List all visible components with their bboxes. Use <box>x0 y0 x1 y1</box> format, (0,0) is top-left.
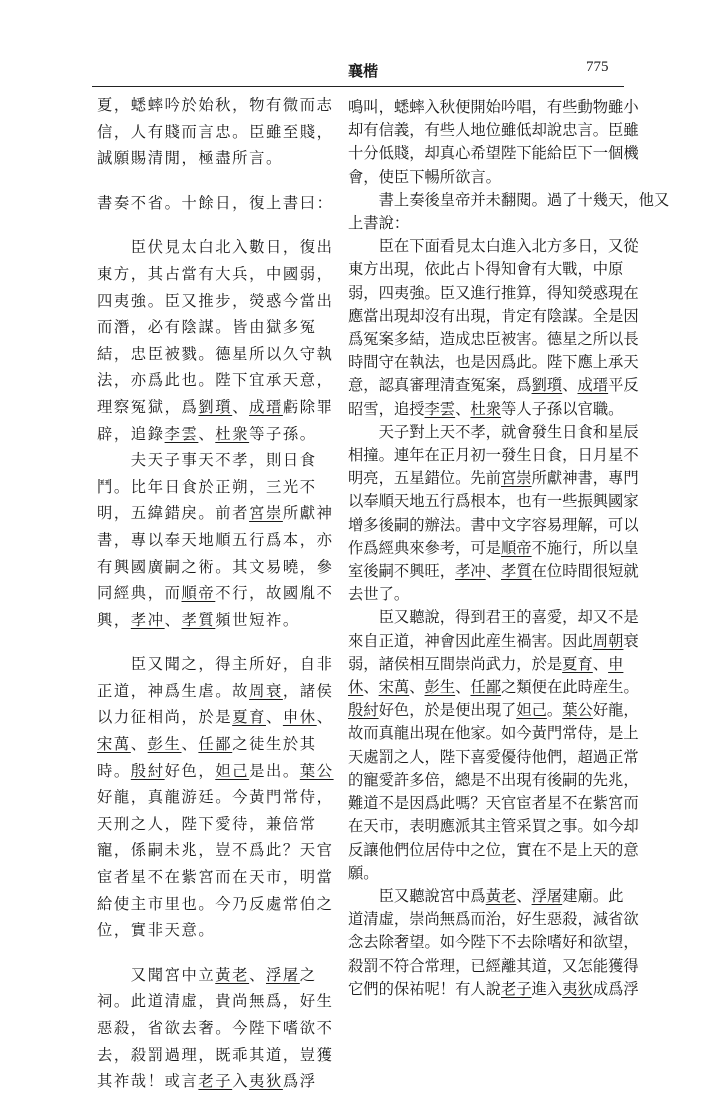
text-segment: 爲冤案多結，造成忠臣被害。德星之所以長 <box>348 330 639 349</box>
text-line <box>97 288 334 315</box>
text-line <box>348 444 639 467</box>
text-segment: ，諸侯 <box>282 681 334 700</box>
proper-name: 李雲 <box>164 424 199 443</box>
text-line <box>97 704 334 731</box>
text-segment: 、 <box>232 397 250 416</box>
text-line <box>348 258 630 281</box>
text-segment: 臣又聞之，得主所好，自非 <box>97 655 334 674</box>
text-segment: 、 <box>592 654 609 673</box>
text-segment: 殺罰不符合常理，已經離其道，又怎能獲得 <box>348 956 639 975</box>
text-line <box>97 864 334 891</box>
proper-name: 殷紂 <box>348 701 379 720</box>
text-segment: 好色，於是便出現了 <box>378 701 517 720</box>
proper-name: 順帝 <box>181 584 216 603</box>
text-line <box>348 676 639 699</box>
text-line <box>97 962 319 989</box>
text-segment: 正道，神爲生虐。故 <box>97 681 250 700</box>
text-segment: 臣又聽說，得到君王的喜愛，却又不是 <box>348 608 639 627</box>
proper-name: 葉公 <box>299 761 334 780</box>
text-segment: 東方，其占當有大兵，中國弱， <box>97 264 334 283</box>
proper-name: 任鄙 <box>198 735 233 754</box>
text-segment: 天處罰之人，陛下喜愛優待他們，超過正常 <box>348 747 639 766</box>
text-segment: 弱，四夷強。臣又進行推算，得知熒惑現在 <box>348 283 639 302</box>
text-segment: 臣在下面看見太白進入北方多日，又從 <box>348 237 639 256</box>
text-segment: 位，實非天意。 <box>97 921 216 940</box>
text-line <box>97 758 334 785</box>
text-segment: 好龍，真龍游廷。今黃門常侍， <box>97 788 334 807</box>
text-line <box>97 580 334 607</box>
text-line <box>97 367 334 394</box>
text-line <box>348 931 639 954</box>
proper-name: 宮崇 <box>500 469 532 488</box>
text-segment: 、 <box>363 678 379 697</box>
modern-translation-column <box>348 96 670 1001</box>
text-line <box>348 839 639 862</box>
proper-name: 夏育 <box>232 708 266 727</box>
proper-name: 夷狄 <box>249 1072 283 1091</box>
text-segment: 時間守在執法，也是因爲此。陛下應上承天 <box>348 353 639 372</box>
text-line <box>348 212 630 235</box>
text-line <box>348 328 639 351</box>
proper-name: 孝質 <box>181 610 216 629</box>
text-segment: 東方出現，依此占卜得知會有大戰，中原 <box>348 260 624 279</box>
proper-name: 孝冲 <box>130 610 165 629</box>
proper-name: 申 <box>608 654 624 673</box>
text-segment: 道清虛，崇尚無爲而治，好生惡殺，減省欲 <box>348 910 639 929</box>
text-line <box>97 421 319 448</box>
text-segment: 作爲經典來參考，可是 <box>348 538 501 557</box>
text-line <box>348 885 630 908</box>
text-line <box>348 815 639 838</box>
text-segment: 、 <box>265 708 283 727</box>
text-segment: 入 <box>232 1072 250 1091</box>
proper-name: 老子 <box>500 979 532 998</box>
text-segment: 之 <box>299 965 317 984</box>
text-segment: 頻世短祚。 <box>215 610 300 629</box>
proper-name: 周朝 <box>592 631 624 650</box>
text-segment: 不施行，所以皇 <box>531 538 639 557</box>
proper-name: 宋萬 <box>97 735 131 754</box>
text-line <box>348 351 639 374</box>
text-line <box>97 119 334 146</box>
text-segment: 惡殺，省欲去奢。今陛下嗜欲不 <box>97 1019 334 1037</box>
proper-name: 順帝 <box>500 538 532 557</box>
text-segment: 不行，故國胤不 <box>215 584 334 603</box>
text-segment: 爲浮 <box>282 1072 317 1091</box>
text-segment: 、 <box>409 678 425 697</box>
text-line <box>348 282 639 305</box>
text-line <box>97 554 334 581</box>
text-segment: 書奏不省。十餘日，復上書曰： <box>97 193 334 212</box>
text-line <box>97 314 319 341</box>
text-line <box>348 746 639 769</box>
proper-name: 孝質 <box>501 562 532 581</box>
proper-name: 成瑨 <box>577 376 609 395</box>
proper-name: 妲己 <box>215 761 250 780</box>
text-segment: 夫天子事天不孝，則日食 <box>97 451 317 470</box>
proper-name: 劉瓆 <box>198 397 233 416</box>
text-segment: 信，人有賤而言忠。臣雖至賤， <box>97 122 334 141</box>
text-segment: 它們的保祐呢！有人說 <box>348 979 501 998</box>
text-segment: 書上奏後皇帝并未翻閱。過了十幾天，他又 <box>348 190 670 209</box>
text-line <box>97 500 334 527</box>
text-segment: 、 <box>455 399 471 418</box>
text-segment: 、 <box>455 678 471 697</box>
text-segment: 、 <box>562 376 578 395</box>
text-line <box>97 394 334 421</box>
text-segment: 成爲浮 <box>592 979 639 998</box>
text-segment: 昭雪，追授 <box>348 399 425 418</box>
text-segment: 相撞。連年在正月初一發生日食，日月星不 <box>348 446 639 465</box>
proper-name: 老子 <box>198 1072 233 1091</box>
text-line <box>97 678 334 705</box>
text-segment: 念去除奢望。如今陛下不去除嗜好和欲望， <box>348 933 639 952</box>
proper-name: 葉公 <box>562 701 593 720</box>
proper-name: 殷紂 <box>130 761 165 780</box>
text-segment: 會，使臣下暢所欲言。 <box>348 167 501 186</box>
text-line <box>348 908 639 931</box>
text-segment: 天子對上天不孝，就會發生日食和星辰 <box>348 422 639 441</box>
text-line <box>97 261 334 288</box>
text-line <box>348 421 639 444</box>
text-line <box>348 583 630 606</box>
text-line <box>348 467 639 490</box>
text-segment: 平反 <box>608 376 639 395</box>
text-segment: 、 <box>249 965 266 984</box>
text-line <box>348 374 639 397</box>
text-line <box>97 474 319 501</box>
text-line <box>348 305 639 328</box>
text-segment: 室後嗣不興旺， <box>348 562 456 581</box>
proper-name: 浮屠 <box>265 965 300 984</box>
proper-name: 李雲 <box>424 399 456 418</box>
text-line <box>97 731 319 758</box>
text-segment: 在天市，表明應派其主管采買之事。如今却 <box>348 817 639 836</box>
text-segment: 去世了。 <box>348 585 410 604</box>
text-line <box>348 862 630 885</box>
text-segment: 在位時間很短就 <box>531 562 639 581</box>
text-line <box>97 92 334 119</box>
text-line <box>97 190 334 217</box>
text-segment: 十分低賤，却真心希望陛下能給臣下一個機 <box>348 144 639 163</box>
text-segment: 故而真龍出現在他家。如今黃門常侍，是上 <box>348 724 639 743</box>
text-segment: 、 <box>485 562 502 581</box>
paragraph <box>97 190 334 217</box>
text-segment: 等子孫。 <box>249 424 317 443</box>
text-line <box>348 792 639 815</box>
text-segment: 上書說： <box>348 214 410 233</box>
text-segment: 的寵愛許多倍，總是不出現有後嗣的先兆， <box>348 770 639 789</box>
text-segment: 又聞宮中立 <box>97 965 216 984</box>
proper-name: 劉瓆 <box>531 376 563 395</box>
text-segment: 給使主市里也。今乃反處常伯之 <box>97 894 334 913</box>
text-segment: 祠。此道清虛，貴尚無爲，好生 <box>97 992 334 1011</box>
text-segment: 明，五緯錯戾。前者 <box>97 504 250 523</box>
text-segment: 之徒生於其 <box>232 735 317 754</box>
paragraph <box>97 92 334 172</box>
proper-name: 周衰 <box>249 681 283 700</box>
proper-name: 彭生 <box>424 678 456 697</box>
text-segment: 所獻神書，專門 <box>531 469 639 488</box>
text-line <box>97 651 334 678</box>
text-segment: 等人子孫以官職。 <box>501 399 624 418</box>
text-segment: 來自正道，神會因此産生禍害。因此 <box>348 631 593 650</box>
text-line <box>97 1068 319 1095</box>
text-segment: 。 <box>546 701 563 720</box>
proper-name: 黃老 <box>215 965 250 984</box>
text-line <box>97 341 334 368</box>
text-line <box>97 1015 334 1042</box>
text-line <box>348 490 639 513</box>
text-line <box>348 119 639 142</box>
text-line <box>348 514 639 537</box>
text-line <box>97 811 319 838</box>
text-segment: 夏，蟋蟀吟於始秋，物有微而志 <box>97 96 334 114</box>
text-segment: 建廟。此 <box>562 886 624 905</box>
text-line <box>348 235 639 258</box>
text-segment: 、 <box>164 610 182 629</box>
text-line <box>348 166 630 189</box>
text-line <box>348 537 639 560</box>
text-segment: 、 <box>181 735 199 754</box>
text-segment: 辟，追錄 <box>97 424 165 443</box>
text-line <box>97 145 319 172</box>
text-line <box>97 607 319 634</box>
text-segment: 願。 <box>348 863 379 882</box>
text-line <box>97 891 334 918</box>
header-rule <box>92 86 624 87</box>
text-line <box>348 769 639 792</box>
text-line <box>97 837 334 864</box>
text-segment: 結，忠臣被戮。德星所以久守執 <box>97 344 334 363</box>
text-segment: 應當出現却沒有出現，肯定有陰謀。全是因 <box>348 306 639 325</box>
paragraph <box>348 96 670 1001</box>
text-segment: 臣伏見太白北入數日，復出 <box>97 238 334 257</box>
proper-name: 杜衆 <box>215 424 250 443</box>
text-line <box>348 722 639 745</box>
proper-name: 夷狄 <box>562 979 593 998</box>
text-line <box>348 630 639 653</box>
text-segment: 同經典，而 <box>97 584 182 603</box>
text-line <box>348 398 630 421</box>
text-line <box>97 234 334 261</box>
text-segment: 以奉順天地五行爲根本，也有一些振興國家 <box>348 492 639 511</box>
text-line <box>97 784 334 811</box>
text-segment: 臣又聽說宮中爲 <box>348 886 486 905</box>
text-segment: 難道不是因爲此嗎？天官宦者星不在紫宮而 <box>348 794 639 813</box>
text-line <box>348 96 639 119</box>
page-number: 775 <box>586 59 609 75</box>
proper-name: 宮崇 <box>249 504 283 523</box>
text-segment: 、 <box>516 886 532 905</box>
proper-name: 任鄙 <box>470 678 502 697</box>
text-line <box>348 189 670 212</box>
proper-name: 妲己 <box>516 701 547 720</box>
text-segment: 誠願賜清閒，極盡所言。 <box>97 149 283 168</box>
text-segment: 反讓他們位居侍中之位，實在不是上天的意 <box>348 840 639 859</box>
paragraph <box>97 651 334 944</box>
text-segment: 鬥。比年日食於正朔，三光不 <box>97 477 317 496</box>
text-segment: 、 <box>198 424 216 443</box>
text-segment: 衰 <box>623 631 639 650</box>
text-segment: 之類便在此時産生。 <box>501 678 639 697</box>
proper-name: 浮屠 <box>531 886 563 905</box>
text-segment: 是出。 <box>249 761 300 780</box>
text-segment: 、 <box>130 735 148 754</box>
proper-name: 彭生 <box>147 735 182 754</box>
proper-name: 孝冲 <box>455 562 486 581</box>
text-segment: 所獻神 <box>282 504 334 523</box>
text-segment: 意，認真審理清查冤案，爲 <box>348 376 532 395</box>
text-segment: 虧除罪 <box>282 397 334 416</box>
text-segment: 寵，係嗣未兆，豈不爲此？天官 <box>97 841 334 860</box>
text-line <box>348 978 639 1001</box>
text-segment: 進入 <box>531 979 563 998</box>
proper-name: 成瑨 <box>249 397 283 416</box>
text-segment: 書，專以奉天地順五行爲本，亦 <box>97 530 334 549</box>
text-line <box>348 955 639 978</box>
proper-name: 宋萬 <box>378 678 410 697</box>
text-segment: 時。 <box>97 761 131 780</box>
text-segment: 、 <box>316 708 334 727</box>
text-segment: 宦者星不在紫宮而在天市，明當 <box>97 868 334 887</box>
text-segment: 却有信義，有些人地位雖低却說忠言。臣雖 <box>348 121 639 140</box>
text-segment: 以力征相尚，於是 <box>97 708 233 727</box>
text-segment: 好龍， <box>592 701 639 720</box>
text-line <box>348 606 639 629</box>
proper-name: 夏育 <box>562 654 593 673</box>
proper-name: 杜衆 <box>470 399 502 418</box>
text-segment: 增多後嗣的辦法。書中文字容易理解，可以 <box>348 515 639 534</box>
running-head-title: 襄楷 <box>348 62 379 80</box>
text-segment: 鳴叫，蟋蟀入秋便開始吟唱，有些動物雖小 <box>348 98 639 116</box>
text-segment: 其祚哉！或言 <box>97 1072 199 1091</box>
classical-chinese-column <box>97 92 334 1095</box>
proper-name: 申休 <box>282 708 317 727</box>
text-segment: 明亮，五星錯位。先前 <box>348 469 501 488</box>
text-segment: 而潛，必有陰謀。皆由獄多冤 <box>97 318 317 337</box>
text-line <box>348 699 639 722</box>
text-segment: 理察冤獄，爲 <box>97 397 199 416</box>
text-line <box>348 653 630 676</box>
proper-name: 休 <box>348 678 364 697</box>
text-segment: 天刑之人，陛下愛待，兼倍常 <box>97 814 317 833</box>
text-segment: 四夷強。臣又推步，熒惑今當出 <box>97 291 334 310</box>
text-segment: 有興國廣嗣之術。其文易曉，參 <box>97 557 334 576</box>
text-segment: 去，殺罰過理，既乖其道，豈獲 <box>97 1045 334 1064</box>
text-segment: 弱，諸侯相互間崇尚武力，於是 <box>348 654 563 673</box>
text-segment: 法，亦爲此也。陛下宜承天意， <box>97 371 334 390</box>
paragraph <box>97 234 334 447</box>
text-line <box>97 527 334 554</box>
text-line <box>348 142 639 165</box>
text-line <box>97 1042 334 1069</box>
paragraph <box>97 962 334 1095</box>
proper-name: 黃老 <box>485 886 517 905</box>
text-segment: 好色， <box>164 761 216 780</box>
text-line <box>97 447 319 474</box>
text-line <box>348 560 639 583</box>
text-line <box>97 917 319 944</box>
paragraph <box>97 447 334 633</box>
text-line <box>97 988 334 1015</box>
text-segment: 興， <box>97 610 131 629</box>
